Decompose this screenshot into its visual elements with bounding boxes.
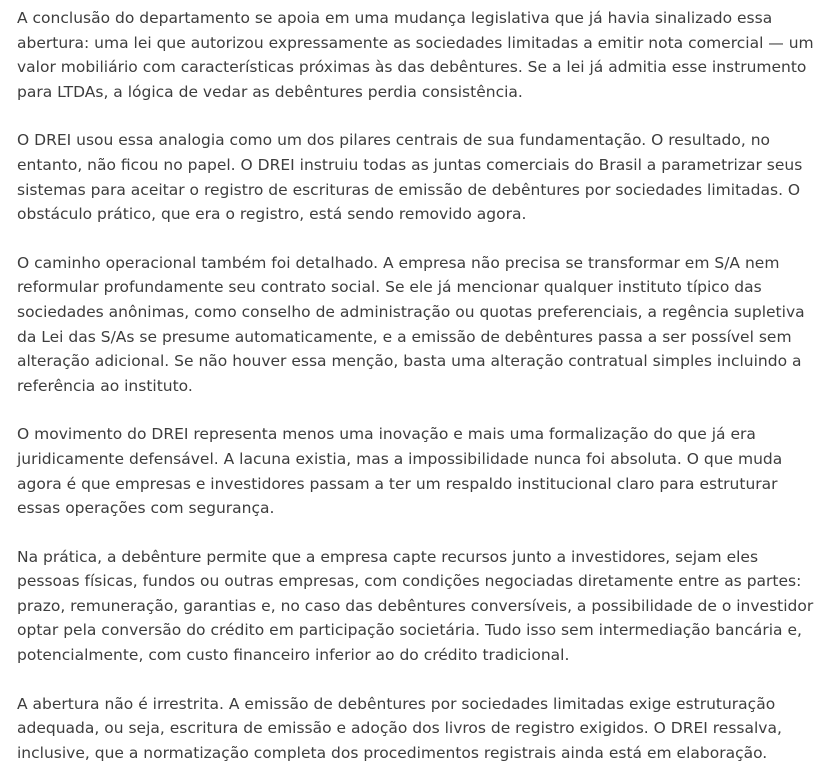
paragraph-nota-comercial: A conclusão do departamento se apoia em uma mudança legislativa que já havia sinalizado essa abertura: uma lei que autorizou expressamente as sociedades limitadas a emitir nota comercial — um valor mobiliário com características próximas às das debêntures. Se a lei já admitia esse instrumento para LTDAs, a lógica de vedar as debêntures perdia consistência. xyxy=(17,9,814,101)
paragraph-caminho-operacional: O caminho operacional também foi detalhado. A empresa não precisa se transformar em S/A nem reformular profundamente seu contrato social. Se ele já mencionar qualquer instituto típico das sociedades anônimas, como conselho de administração ou quotas preferenciais, a regência supletiva da Lei das S/As se presume automaticamente, e a emissão de debêntures passa a ser possível sem alteração adicional. Se não houver essa menção, basta uma alteração contratual simples incluindo a referência ao instituto. xyxy=(17,253,805,395)
paragraph-abertura-restrita: A abertura não é irrestrita. A emissão de debêntures por sociedades limitadas exige estruturação adequada, ou seja, escritura de emissão e adoção dos livros de registro exigidos. O DREI ressalva, inclusive, que a normatização completa dos procedimentos registrais ainda está em elaboração. xyxy=(17,694,782,762)
paragraph-movimento-drei: O movimento do DREI representa menos uma inovação e mais uma formalização do que já era juridicamente defensável. A lacuna existia, mas a impossibilidade nunca foi absoluta. O que muda agora é que empresas e investidores passam a ter um respaldo institucional claro para estruturar essas operações com segurança. xyxy=(17,425,783,518)
paragraph-na-pratica: Na prática, a debênture permite que a empresa capte recursos junto a investidores, sejam eles pessoas físicas, fundos ou outras empresas, com condições negociadas diretamente entre as partes: prazo, remuneração, garantias e, no caso das debêntures conversíveis, a possibilidade de o investidor optar pela conversão do crédito em participação societária. Tudo isso sem intermediação bancária e, potencialmente, com custo financeiro inferior ao do crédito tradicional. xyxy=(17,547,814,665)
paragraph-drei-analogia: O DREI usou essa analogia como um dos pilares centrais de sua fundamentação. O resultado, no entanto, não ficou no papel. O DREI instruiu todas as juntas comerciais do Brasil a parametrizar seus sistemas para aceitar o registro de escrituras de emissão de debêntures por sociedades limitadas. O obstáculo prático, que era o registro, está sendo removido agora. xyxy=(17,131,803,224)
